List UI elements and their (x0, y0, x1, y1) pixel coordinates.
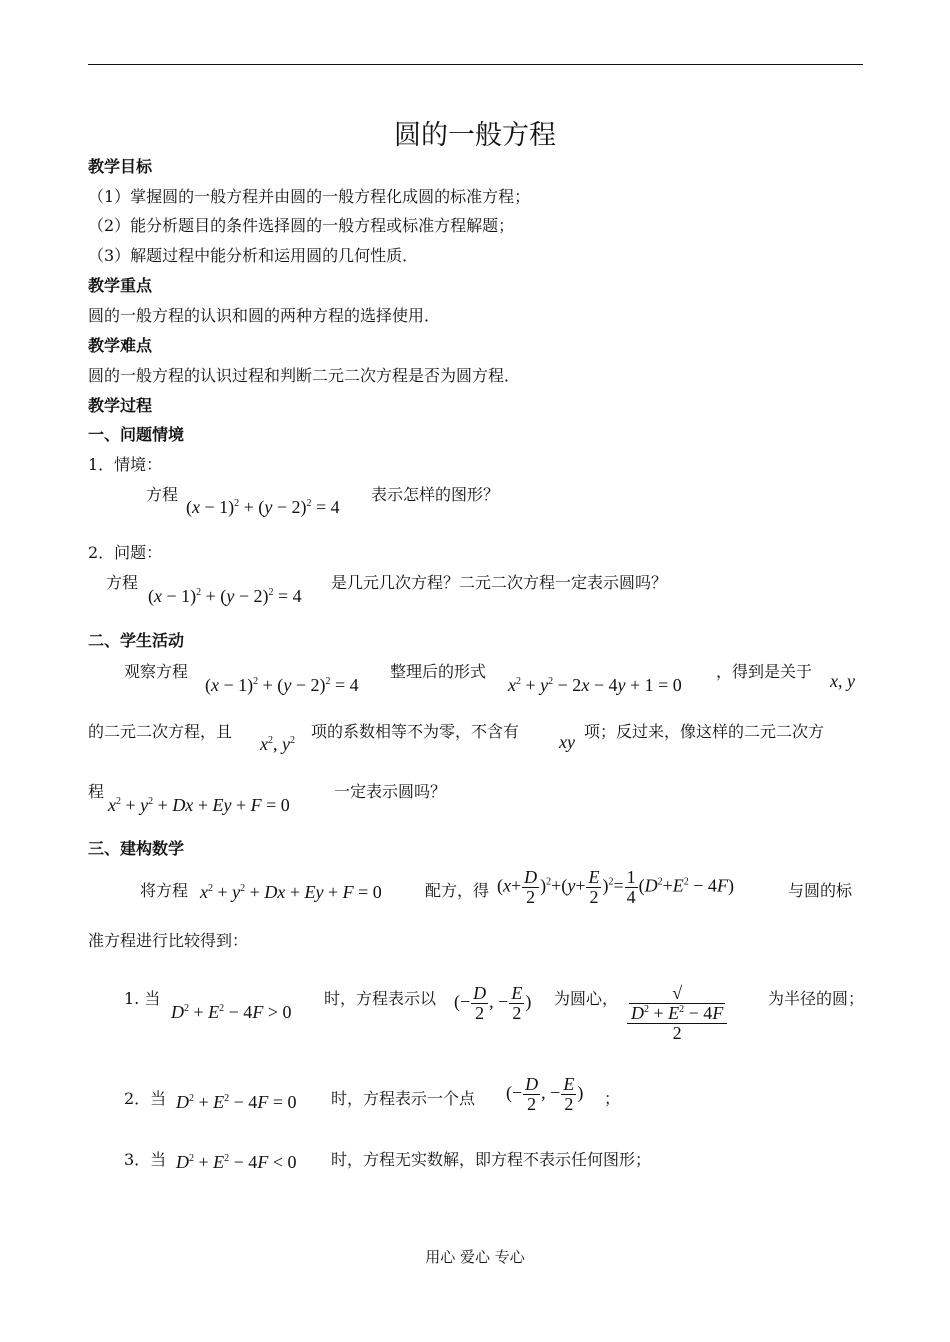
question-equation: $(x - 1)^2 + (y - 2)^2 = 4$ (148, 586, 302, 606)
goals-heading: 教学目标 (88, 157, 153, 176)
case1-radius: √ $D^2 + E^2 - 4F$ 2 (626, 984, 728, 1043)
case2-a: 2．当 (124, 1089, 167, 1108)
case2-b: 时，方程表示一个点 (331, 1089, 476, 1108)
process-heading: 教学过程 (88, 396, 153, 415)
line3-a: 程 (88, 782, 105, 801)
goal-2: （2）能分析题目的条件选择圆的一般方程或标准方程解题； (88, 216, 515, 235)
case3-a: 3．当 (124, 1150, 167, 1169)
line3-b: 一定表示圆吗？ (334, 782, 447, 801)
build-equation: $x^2 + y^2 + Dx + Ey + F = 0$ (200, 882, 382, 902)
line2-xy: xy (559, 732, 575, 752)
case2-point: (− $\frac{D}{2}$ , − $\frac{E}{2}$ ) (506, 1074, 584, 1114)
case1-d: 为半径的圆； (768, 989, 865, 1008)
build-mid1: 配方，得 (425, 881, 490, 900)
case1-b: 时，方程表示以 (324, 989, 437, 1008)
case1-c: 为圆心， (554, 989, 619, 1008)
obs-equation-1: $(x - 1)^2 + (y - 2)^2 = 4$ (205, 675, 359, 695)
build-mid2: 与圆的标 (788, 881, 853, 900)
question-suffix: 是几元几次方程？二元二次方程一定表示圆吗？ (331, 573, 668, 592)
general-equation: $x^2 + y^2 + Dx + Ey + F = 0$ (108, 795, 290, 815)
obs-prefix: 观察方程 (124, 662, 189, 681)
line2-a: 的二元二次方程，且 (88, 722, 233, 741)
line2-b: 项的系数相等不为零，不含有 (311, 722, 520, 741)
situation-label: 1．情境： (88, 455, 163, 474)
header-rule (88, 64, 863, 65)
build-prefix: 将方程 (140, 881, 189, 900)
case3-condition: $D^2 + E^2 - 4F < 0$ (176, 1152, 297, 1172)
goal-3: （3）解题过程中能分析和运用圆的几何性质． (88, 246, 419, 265)
line2-c: 项；反过来，像这样的二元二次方 (584, 722, 825, 741)
obs-mid: 整理后的形式 (390, 662, 487, 681)
case2-c: ； (604, 1089, 621, 1108)
difficulty-text: 圆的一般方程的认识过程和判断二元二次方程是否为圆方程． (88, 366, 521, 385)
build-line2: 准方程进行比较得到： (88, 931, 249, 950)
case1-a: 1. 当 (124, 989, 161, 1008)
line2-terms: $x^2$, $y^2$ (260, 734, 295, 754)
key-text: 圆的一般方程的认识和圆的两种方程的选择使用． (88, 306, 441, 325)
situation-suffix: 表示怎样的图形？ (371, 485, 500, 504)
situation-prefix: 方程 (146, 485, 179, 504)
situation-equation: $(x - 1)^2 + (y - 2)^2 = 4$ (186, 497, 340, 517)
question-label: 2．问题： (88, 543, 163, 562)
question-prefix: 方程 (106, 573, 139, 592)
difficulty-heading: 教学难点 (88, 336, 153, 355)
goal-1: （1）掌握圆的一般方程并由圆的一般方程化成圆的标准方程； (88, 187, 531, 206)
key-heading: 教学重点 (88, 276, 153, 295)
case2-condition: $D^2 + E^2 - 4F = 0$ (176, 1092, 297, 1112)
part1-heading: 一、问题情境 (88, 425, 185, 444)
obs-equation-2: $x^2 + y^2 - 2x - 4y + 1 = 0$ (508, 675, 682, 695)
obs-suffix: ，得到是关于 (716, 662, 813, 681)
case1-center: (− $\frac{D}{2}$ , − $\frac{E}{2}$ ) (454, 983, 532, 1023)
case1-condition: $D^2 + E^2 - 4F > 0$ (171, 1002, 292, 1022)
completed-square-equation: (x+ $\frac{D}{2}$ )$^2$+(y+ $\frac{E}{2}$ )$^2$= $\frac{1}{4}$ $(D^2+E^2 - 4F)$ (497, 867, 734, 907)
part2-heading: 二、学生活动 (88, 631, 185, 650)
part3-heading: 三、建构数学 (88, 839, 185, 858)
case3-b: 时，方程无实数解，即方程不表示任何图形； (331, 1150, 652, 1169)
page-footer: 用心 爱心 专心 (425, 1248, 525, 1266)
page-title: 圆的一般方程 (394, 120, 556, 151)
obs-vars: x, y (830, 671, 855, 691)
